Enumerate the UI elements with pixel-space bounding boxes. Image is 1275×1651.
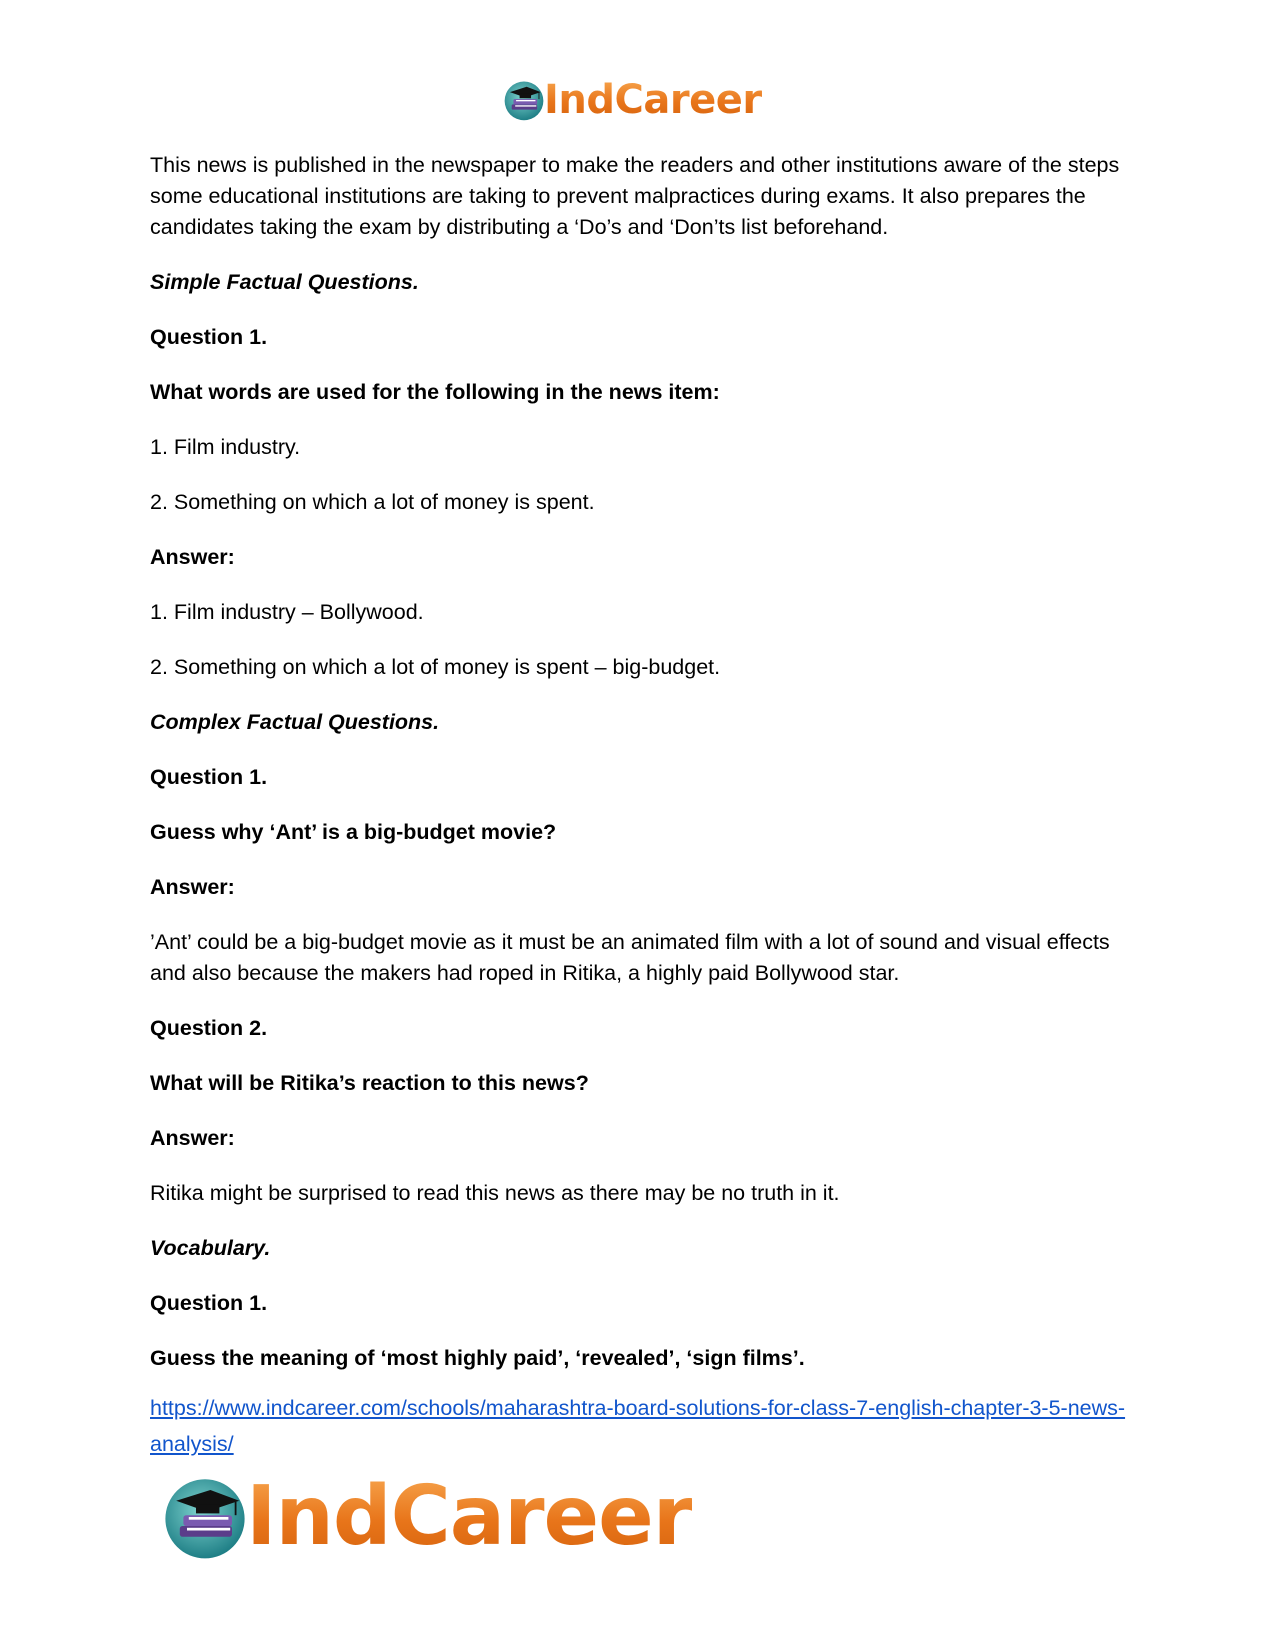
answer-text: ’Ant’ could be a big-budget movie as it must be an animated film with a lot of sound and visual effects and also because the makers had roped in Ritika, a highly paid Bollywood star. [150, 930, 1110, 985]
intro-paragraph: This news is published in the newspaper to make the readers and other institutions aware of the steps some educational institutions are taking to prevent malpractices during exams. It also prepares the candidates taking the exam by distributing a ‘Do’s and ‘Don’ts list beforehand. [150, 153, 1120, 239]
section-heading-simple: Simple Factual Questions. [150, 270, 419, 294]
question-text: Guess the meaning of ‘most highly paid’, ‘revealed’, ‘sign films’. [150, 1346, 805, 1370]
list-item: 1. Film industry – Bollywood. [150, 600, 424, 624]
header-logo [502, 78, 762, 122]
list-item: 2. Something on which a lot of money is spent. [150, 490, 595, 514]
question-text: What words are used for the following in the news item: [150, 380, 720, 404]
list-item: 2. Something on which a lot of money is spent – big-budget. [150, 655, 721, 679]
question-text: What will be Ritika’s reaction to this news? [150, 1071, 589, 1095]
answer-label: Answer: [150, 1126, 235, 1150]
brand-wordmark: IndCareer [544, 77, 762, 123]
question-label: Question 1. [150, 325, 268, 349]
question-text: Guess why ‘Ant’ is a big-budget movie? [150, 820, 557, 844]
section-heading-vocabulary: Vocabulary. [150, 1236, 271, 1260]
section-heading-complex: Complex Factual Questions. [150, 710, 440, 734]
question-label: Question 1. [150, 765, 268, 789]
graduation-cap-books-icon [160, 1472, 250, 1562]
source-url-link[interactable]: https://www.indcareer.com/schools/maharashtra-board-solutions-for-class-7-english-chapter-3-5-news-analysis/ [150, 1396, 1126, 1456]
document-body [150, 150, 1130, 1462]
brand-wordmark: IndCareer [246, 1469, 693, 1564]
answer-text: Ritika might be surprised to read this news as there may be no truth in it. [150, 1181, 840, 1205]
answer-label: Answer: [150, 875, 235, 899]
graduation-cap-books-icon [502, 78, 546, 122]
list-item: 1. Film industry. [150, 435, 301, 459]
question-label: Question 1. [150, 1291, 268, 1315]
footer-logo [160, 1469, 693, 1564]
answer-label: Answer: [150, 545, 235, 569]
question-label: Question 2. [150, 1016, 268, 1040]
